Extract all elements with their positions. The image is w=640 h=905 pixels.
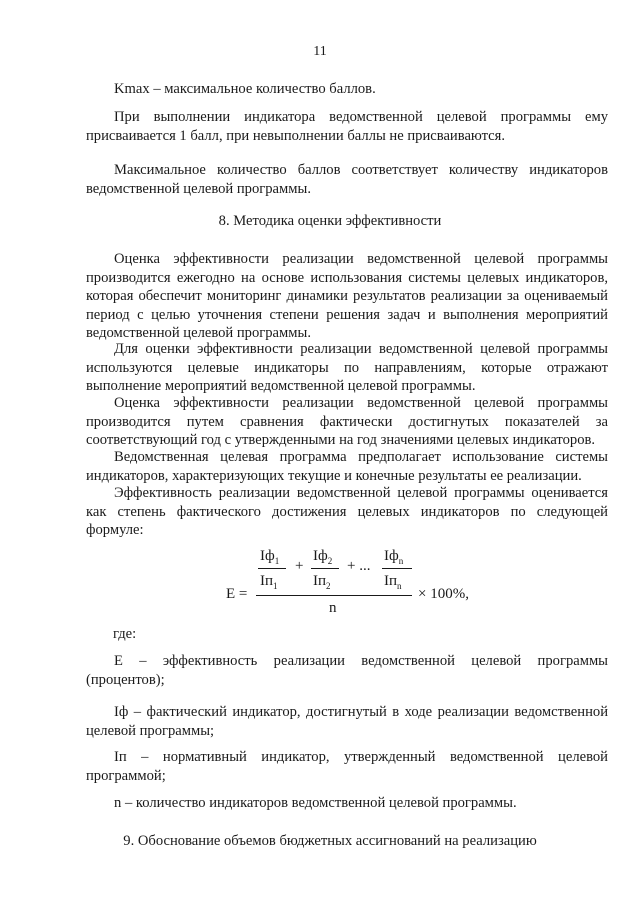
ip-1-term: $Iп_1$	[260, 573, 278, 591]
paragraph-evaluation-1: Оценка эффективности реализации ведомственной целевой программы производится ежегодно на основе использования системы целевых индикаторов, которая обеспечит мониторинг динамики результатов реализации за оцениваемый период с целью уточнения степени решения задач и выполнения мероприятий ведомственной целевой программы.	[86, 251, 608, 341]
plus-sign-1: +	[295, 558, 304, 574]
paragraph-max-points: Максимальное количество баллов соответствует количеству индикаторов ведомственной целевой программы.	[86, 162, 608, 197]
definition-ip: Iп – нормативный индикатор, утвержденный ведомственной целевой программой;	[86, 749, 608, 784]
fraction-bar-n	[382, 568, 412, 569]
paragraph-points: При выполнении индикатора ведомственной целевой программы ему присваивается 1 балл, при невыполнении баллы не присваиваются.	[86, 109, 608, 144]
paragraph-evaluation-5: Эффективность реализации ведомственной целевой программы оценивается как степень фактического достижения целевых индикаторов по следующей формуле:	[86, 485, 608, 538]
paragraph-evaluation-4: Ведомственная целевая программа предполагает использование системы индикаторов, характеризующих текущие и конечные результаты ее реализации.	[86, 449, 608, 484]
definition-n: n – количество индикаторов ведомственной целевой программы.	[114, 795, 517, 811]
if-1-term: $Iф_1$	[260, 548, 280, 566]
section-heading-9: 9. Обоснование объемов бюджетных ассигнований на реализацию	[123, 833, 537, 849]
paragraph-evaluation-2: Для оценки эффективности реализации ведомственной целевой программы используются целевые индикаторы по направлениям, которые отражают выполнение мероприятий ведомственной целевой программы.	[86, 341, 608, 394]
ip-2-term: $Iп_2$	[313, 573, 331, 591]
where-label: где:	[113, 626, 137, 642]
main-fraction-bar	[256, 595, 412, 596]
ip-n-term: $Iп_n$	[384, 573, 402, 591]
kmax-definition: Kmax – максимальное количество баллов.	[114, 81, 376, 97]
formula-denominator: n	[329, 600, 337, 616]
definition-if: Iф – фактический индикатор, достигнутый в ходе реализации ведомственной целевой программы;	[86, 704, 608, 739]
fraction-bar-1	[258, 568, 286, 569]
plus-ellipsis: + ...	[347, 558, 371, 574]
page-number: 11	[313, 44, 327, 59]
definition-e: E – эффективность реализации ведомственной целевой программы (процентов);	[86, 653, 608, 688]
section-heading-8: 8. Методика оценки эффективности	[218, 213, 442, 229]
formula-tail: × 100%,	[418, 586, 469, 602]
paragraph-evaluation-3: Оценка эффективности реализации ведомственной целевой программы производится путем сравнения фактически достигнутых показателей за соответствующий год с утвержденными на год значениями целевых индикаторов.	[86, 395, 608, 448]
formula-lhs: E =	[226, 586, 248, 602]
fraction-bar-2	[311, 568, 339, 569]
if-n-term: $Iф_n$	[384, 548, 404, 566]
if-2-term: $Iф_2$	[313, 548, 333, 566]
